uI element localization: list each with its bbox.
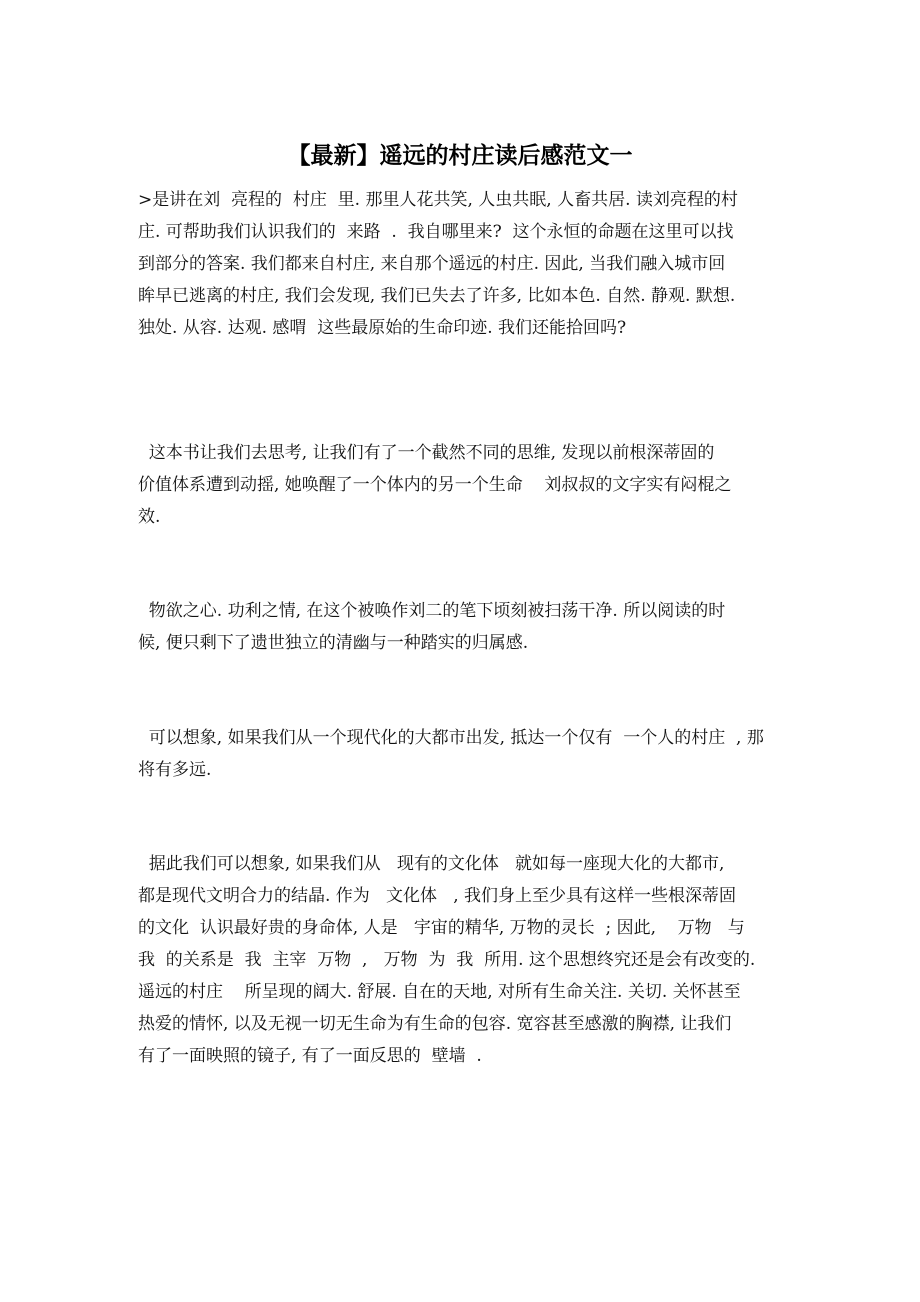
paragraph-5-line-2: 都是现代文明合力的结晶. 作为 文化体 , 我们身上至少具有这样一些根深蒂固 <box>138 886 737 906</box>
paragraph-1-line-1: >是讲在刘 亮程的 村庄 里. 那里人花共笑, 人虫共眠, 人畜共居. 读刘亮程的村 <box>138 190 738 210</box>
document-title: 【最新】遥远的村庄读后感范文一 <box>287 143 633 169</box>
paragraph-5-line-6: 热爱的情怀, 以及无视一切无生命为有生命的包容. 宽容甚至感激的胸襟, 让我们 <box>138 1014 732 1034</box>
paragraph-5-line-7: 有了一面映照的镜子, 有了一面反思的 壁墙 . <box>138 1046 482 1066</box>
paragraph-1-line-2: 庄. 可帮助我们认识我们的 来路 . 我自哪里来? 这个永恒的命题在这里可以找 <box>138 222 734 242</box>
paragraph-5-line-4: 我 的关系是 我 主宰 万物 , 万物 为 我 所用. 这个思想终究还是会有改变的. <box>138 950 756 970</box>
paragraph-2-line-2: 价值体系遭到动摇, 她唤醒了一个体内的另一个生命 刘叔叔的文字实有闷棍之 <box>138 475 732 495</box>
paragraph-1-line-3: 到部分的答案. 我们都来自村庄, 来自那个遥远的村庄. 因此, 当我们融入城市回 <box>138 254 726 274</box>
paragraph-3-line-1: 物欲之心. 功利之情, 在这个被唤作刘二的笔下顷刻被扫荡干净. 所以阅读的时 <box>138 601 726 621</box>
paragraph-1-line-5: 独处. 从容. 达观. 感喟 这些最原始的生命印迹. 我们还能拾回吗? <box>138 318 627 338</box>
paragraph-5-line-5: 遥远的村庄 所呈现的阔大. 舒展. 自在的天地, 对所有生命关注. 关切. 关怀甚至 <box>138 982 741 1002</box>
paragraph-2-line-1: 这本书让我们去思考, 让我们有了一个截然不同的思维, 发现以前根深蒂固的 <box>138 443 715 463</box>
paragraph-5-line-1: 据此我们可以想象, 如果我们从 现有的文化体 就如每一座现大化的大都市, <box>138 854 725 874</box>
paragraph-2-line-3: 效. <box>138 507 161 527</box>
paragraph-4-line-2: 将有多远. <box>138 760 212 780</box>
paragraph-1-line-4: 眸早已逃离的村庄, 我们会发现, 我们已失去了许多, 比如本色. 自然. 静观. 默想. <box>138 286 736 306</box>
paragraph-4-line-1: 可以想象, 如果我们从一个现代化的大都市出发, 抵达一个仅有 一个人的村庄 , 那 <box>138 728 764 748</box>
paragraph-3-line-2: 候, 便只剩下了遗世独立的清幽与一种踏实的归属感. <box>138 633 529 653</box>
paragraph-5-line-3: 的文化 认识最好贵的身命体, 人是 宇宙的精华, 万物的灵长 ; 因此, 万物 与 <box>138 918 745 938</box>
